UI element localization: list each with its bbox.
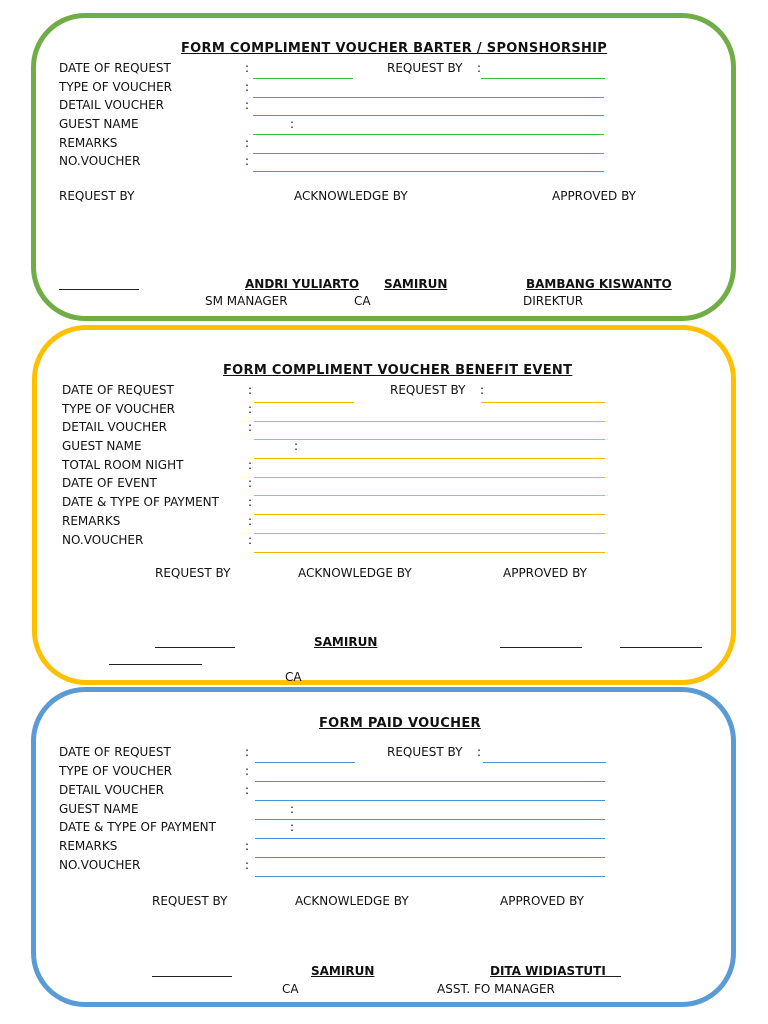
remarks-field[interactable]: [255, 857, 605, 858]
signatory-title: SM MANAGER: [205, 294, 288, 308]
label-date-type-payment: DATE & TYPE OF PAYMENT: [59, 820, 216, 834]
label-no-voucher: NO.VOUCHER: [59, 154, 141, 168]
colon: :: [245, 61, 250, 75]
role-approved-by: APPROVED BY: [552, 189, 637, 203]
date-type-payment-field[interactable]: [254, 514, 605, 515]
colon: :: [245, 858, 250, 872]
signatory-title: CA: [354, 294, 371, 308]
role-approved-by: APPROVED BY: [503, 566, 588, 580]
label-type-of-voucher: TYPE OF VOUCHER: [62, 402, 176, 416]
date-of-request-field[interactable]: [253, 78, 353, 79]
signature-line[interactable]: [588, 976, 621, 977]
label-detail-voucher: DETAIL VOUCHER: [59, 98, 165, 112]
detail-voucher-field[interactable]: [255, 800, 605, 801]
signature-line[interactable]: [620, 647, 702, 648]
colon: :: [480, 383, 485, 397]
label-no-voucher: NO.VOUCHER: [62, 533, 144, 547]
type-of-voucher-field[interactable]: [255, 781, 605, 782]
colon: :: [248, 533, 253, 547]
colon: :: [294, 439, 299, 453]
date-of-event-field[interactable]: [254, 495, 605, 496]
label-guest-name: GUEST NAME: [62, 439, 142, 453]
request-by-field[interactable]: [481, 78, 605, 79]
date-type-payment-field[interactable]: [255, 838, 605, 839]
form-paid-voucher: [31, 687, 736, 1007]
no-voucher-field[interactable]: [254, 552, 605, 553]
colon: :: [248, 458, 253, 472]
label-remarks: REMARKS: [59, 839, 118, 853]
no-voucher-field[interactable]: [255, 876, 605, 877]
colon: :: [248, 495, 253, 509]
label-request-by: REQUEST BY: [387, 745, 463, 759]
label-detail-voucher: DETAIL VOUCHER: [62, 420, 168, 434]
signature-line[interactable]: [155, 647, 235, 648]
colon: :: [248, 402, 253, 416]
detail-voucher-field[interactable]: [254, 439, 605, 440]
date-of-request-field[interactable]: [255, 762, 355, 763]
label-date-of-event: DATE OF EVENT: [62, 476, 157, 490]
guest-name-field[interactable]: [255, 819, 605, 820]
remarks-field[interactable]: [253, 153, 604, 154]
date-of-request-field[interactable]: [254, 402, 354, 403]
guest-name-field[interactable]: [254, 458, 605, 459]
label-date-of-request: DATE OF REQUEST: [62, 383, 174, 397]
colon: :: [248, 514, 253, 528]
role-request-by: REQUEST BY: [59, 189, 135, 203]
colon: :: [290, 820, 295, 834]
signatory-name: BAMBANG KISWANTO: [526, 277, 672, 291]
type-of-voucher-field[interactable]: [254, 421, 605, 422]
request-by-field[interactable]: [483, 762, 606, 763]
role-acknowledge-by: ACKNOWLEDGE BY: [295, 894, 409, 908]
label-date-type-payment: DATE & TYPE OF PAYMENT: [62, 495, 219, 509]
guest-name-field[interactable]: [253, 134, 604, 135]
label-remarks: REMARKS: [62, 514, 121, 528]
type-of-voucher-field[interactable]: [253, 97, 604, 98]
total-room-night-field[interactable]: [254, 477, 605, 478]
label-type-of-voucher: TYPE OF VOUCHER: [59, 764, 173, 778]
label-date-of-request: DATE OF REQUEST: [59, 61, 171, 75]
colon: :: [245, 154, 250, 168]
role-request-by: REQUEST BY: [155, 566, 231, 580]
remarks-field[interactable]: [254, 533, 605, 534]
signatory-title: DIREKTUR: [523, 294, 584, 308]
role-approved-by: APPROVED BY: [500, 894, 585, 908]
colon: :: [245, 764, 250, 778]
colon: :: [245, 745, 250, 759]
signatory-name: SAMIRUN: [311, 964, 375, 978]
colon: :: [248, 383, 253, 397]
signatory-name: ANDRI YULIARTO: [245, 277, 360, 291]
signatory-name: DITA WIDIASTUTI: [490, 964, 606, 978]
colon: :: [245, 839, 250, 853]
label-guest-name: GUEST NAME: [59, 117, 139, 131]
colon: :: [245, 783, 250, 797]
signatory-name: SAMIRUN: [314, 635, 378, 649]
no-voucher-field[interactable]: [253, 171, 604, 172]
detail-voucher-field[interactable]: [253, 115, 604, 116]
colon: :: [477, 745, 482, 759]
form-title: FORM COMPLIMENT VOUCHER BENEFIT EVENT: [223, 363, 573, 378]
signature-line[interactable]: [109, 664, 202, 665]
colon: :: [290, 802, 295, 816]
label-total-room-night: TOTAL ROOM NIGHT: [62, 458, 184, 472]
signatory-name: SAMIRUN: [384, 277, 448, 291]
signatory-title: CA: [285, 670, 302, 684]
role-acknowledge-by: ACKNOWLEDGE BY: [294, 189, 408, 203]
form-title: FORM COMPLIMENT VOUCHER BARTER / SPONSHORSHIP: [181, 41, 608, 56]
signatory-title: CA: [282, 982, 299, 996]
label-detail-voucher: DETAIL VOUCHER: [59, 783, 165, 797]
signatory-title: ASST. FO MANAGER: [437, 982, 555, 996]
colon: :: [248, 476, 253, 490]
colon: :: [290, 117, 295, 131]
colon: :: [477, 61, 482, 75]
colon: :: [248, 420, 253, 434]
signature-line[interactable]: [152, 976, 232, 977]
label-date-of-request: DATE OF REQUEST: [59, 745, 171, 759]
colon: :: [245, 80, 250, 94]
label-no-voucher: NO.VOUCHER: [59, 858, 141, 872]
signature-line[interactable]: [500, 647, 582, 648]
role-acknowledge-by: ACKNOWLEDGE BY: [298, 566, 412, 580]
signature-line[interactable]: [59, 289, 139, 290]
label-request-by: REQUEST BY: [387, 61, 463, 75]
label-remarks: REMARKS: [59, 136, 118, 150]
colon: :: [245, 136, 250, 150]
label-guest-name: GUEST NAME: [59, 802, 139, 816]
form-title: FORM PAID VOUCHER: [319, 716, 481, 731]
request-by-field[interactable]: [481, 402, 605, 403]
label-type-of-voucher: TYPE OF VOUCHER: [59, 80, 173, 94]
role-request-by: REQUEST BY: [152, 894, 228, 908]
colon: :: [245, 98, 250, 112]
label-request-by: REQUEST BY: [390, 383, 466, 397]
